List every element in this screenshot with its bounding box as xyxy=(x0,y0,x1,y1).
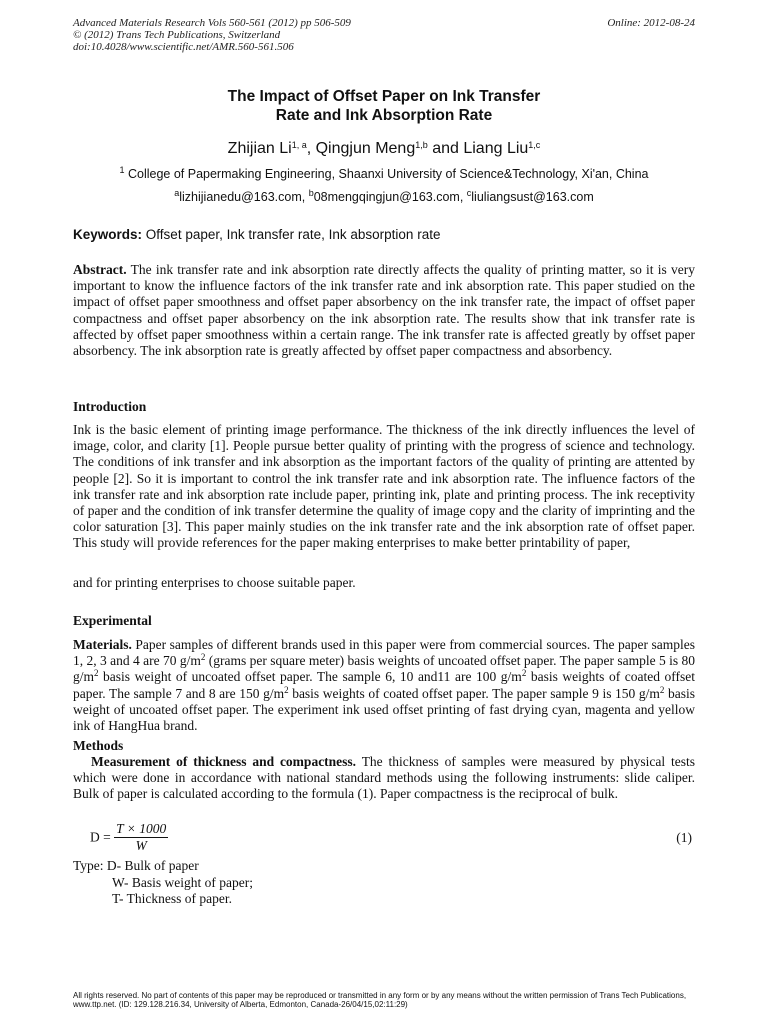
paper-title-line2: Rate and Ink Absorption Rate xyxy=(275,107,493,124)
bulk-formula xyxy=(90,821,168,854)
email-sup: a xyxy=(174,188,180,198)
subsection-heading-methods: Methods xyxy=(73,738,124,753)
formula-denominator: W xyxy=(135,838,147,853)
superscript: 2 xyxy=(521,668,527,679)
online-date: Online: 2012-08-24 xyxy=(607,17,695,29)
materials-text: (grams per square meter) basis weights of uncoated offset paper. The paper sample 5 is 80 g/m xyxy=(73,653,695,685)
materials-text: basis weights of coated offset paper. The sample 7 and 8 are 150 g/m xyxy=(73,669,696,701)
author-name: Qingjun Meng xyxy=(315,140,416,157)
rights-notice: All rights reserved. No part of contents of this paper may be reproduced or transmitted in any form or by any means without the written permission of Trans Tech Publications, www.ttp.net. (ID: 129.128.216.34, University of Alberta, Edmonton, Canada-26/04/15,02:11:29) xyxy=(73,991,687,1009)
introduction-last-line: and for printing enterprises to choose suitable paper. xyxy=(73,575,356,590)
keywords-text: Offset paper, Ink transfer rate, Ink absorption rate xyxy=(145,227,441,242)
materials-text: basis weight of uncoated offset paper. The experiment ink used offset printing of fast drying cyan, magenta and yellow ink of HangHua brand. xyxy=(73,685,695,734)
copyright-line: © (2012) Trans Tech Publications, Switzerland xyxy=(73,29,281,41)
abstract-text: The ink transfer rate and ink absorption rate directly affects the quality of printing matter, so it is very important to know the influence factors of the ink transfer rate and ink absorption rate. This paper studied on the impact of offset paper smoothness and offset paper absorbency on the ink transfer rate, the impact of offset paper compactness and offset paper absorbency on the ink absorption rate. The results show that ink transfer rate is affected by offset paper smoothness within a certain range. The ink transfer rate is affected greatly by offset paper absorbency. The ink absorption rate is greatly affected by offset paper compactness and absorbency. xyxy=(73,262,695,359)
email-address: 08mengqingjun@163.com, xyxy=(313,190,464,204)
paper-title-line1: The Impact of Offset Paper on Ink Transfer xyxy=(227,88,541,105)
email-line xyxy=(0,189,768,205)
materials-text: Paper samples of different brands used in this paper were from commercial sources. The paper samples 1, 2, 3 and 4 are 70 g/m xyxy=(73,637,695,669)
materials-text: basis weight of uncoated offset paper. The sample 6, 10 and11 are 100 g/m xyxy=(98,669,522,685)
email-address: liuliangsust@163.com xyxy=(471,190,594,204)
author-name: Zhijian Li xyxy=(227,140,292,157)
author-affil-sup: 1, a xyxy=(291,140,307,150)
equation-number: (1) xyxy=(676,830,692,845)
introduction-text: Ink is the basic element of printing image performance. The thickness of the ink directly influences the level of image, color, and clarity [1]. People pursue better quality of printing with the progress of science and technology. The conditions of ink transfer and ink absorption as the important factors of the quality of printing are attented by people [2]. So it is important to control the ink transfer rate and ink absorption rate. The influence factors of the ink transfer rate and ink absorption rate include paper, printing ink, plate and printing process. The ink receptivity of paper and the condition of ink transfer determine the quality of image copy and the clarity of imprinting and the color saturation [3]. This paper mainly studies on the ink transfer rate and the ink absorption rate of offset paper. This study will provide references for the paper making enterprises to make better printability of paper, xyxy=(73,422,695,551)
superscript: 2 xyxy=(659,684,665,695)
email-address: lizhijianedu@163.com, xyxy=(179,190,306,204)
author-name: Liang Liu xyxy=(463,140,529,157)
formula-lhs: D = xyxy=(90,829,111,845)
materials-text: basis weights of coated offset paper. The paper sample 9 is 150 g/m xyxy=(288,685,660,701)
measurement-label: Measurement of thickness and compactness. xyxy=(91,754,357,769)
materials-paragraph xyxy=(73,637,695,734)
keywords-label: Keywords: xyxy=(73,227,143,242)
definition-t: T- Thickness of paper. xyxy=(112,891,232,906)
superscript: 2 xyxy=(200,652,206,663)
formula-fraction xyxy=(114,821,168,854)
superscript: 2 xyxy=(94,668,99,679)
section-heading-introduction: Introduction xyxy=(73,399,147,414)
email-sup: c xyxy=(466,188,472,198)
section-heading-experimental: Experimental xyxy=(73,613,152,628)
journal-citation: Advanced Materials Research Vols 560-561 (2012) pp 506-509 xyxy=(73,17,351,29)
author-line: Zhijian Li$^{1, a}$, Qingjun Meng$^{1,b}$ and Liang Liu$^{1,c}$ xyxy=(227,140,541,157)
definition-w: W- Basis weight of paper; xyxy=(112,875,253,890)
measurement-paragraph xyxy=(73,754,695,803)
measurement-text: The thickness of samples were measured by physical tests which were done in accordance with national standard methods using the following instruments: slide caliper. Bulk of paper is calculated according to the formula (1). Paper compactness is the reciprocal of bulk. xyxy=(73,754,695,802)
affiliation-text: College of Papermaking Engineering, Shaanxi University of Science&Technology, Xi'an, China xyxy=(127,167,649,181)
abstract xyxy=(73,262,695,359)
abstract-label: Abstract. xyxy=(73,262,127,277)
materials-label: Materials. xyxy=(73,637,132,652)
email-sup: b xyxy=(308,188,314,198)
doi-line: doi:10.4028/www.scientific.net/AMR.560-561.506 xyxy=(73,41,294,53)
author-affil-sup: 1,c xyxy=(528,140,541,150)
definition-type: Type: D- Bulk of paper xyxy=(73,858,199,873)
affiliation-number: 1 xyxy=(119,165,125,175)
author-affil-sup: 1,b xyxy=(415,140,428,150)
keywords xyxy=(73,227,440,243)
superscript: 2 xyxy=(284,684,289,695)
affiliation-line xyxy=(0,166,768,182)
formula-numerator: T × 1000 xyxy=(116,821,167,836)
